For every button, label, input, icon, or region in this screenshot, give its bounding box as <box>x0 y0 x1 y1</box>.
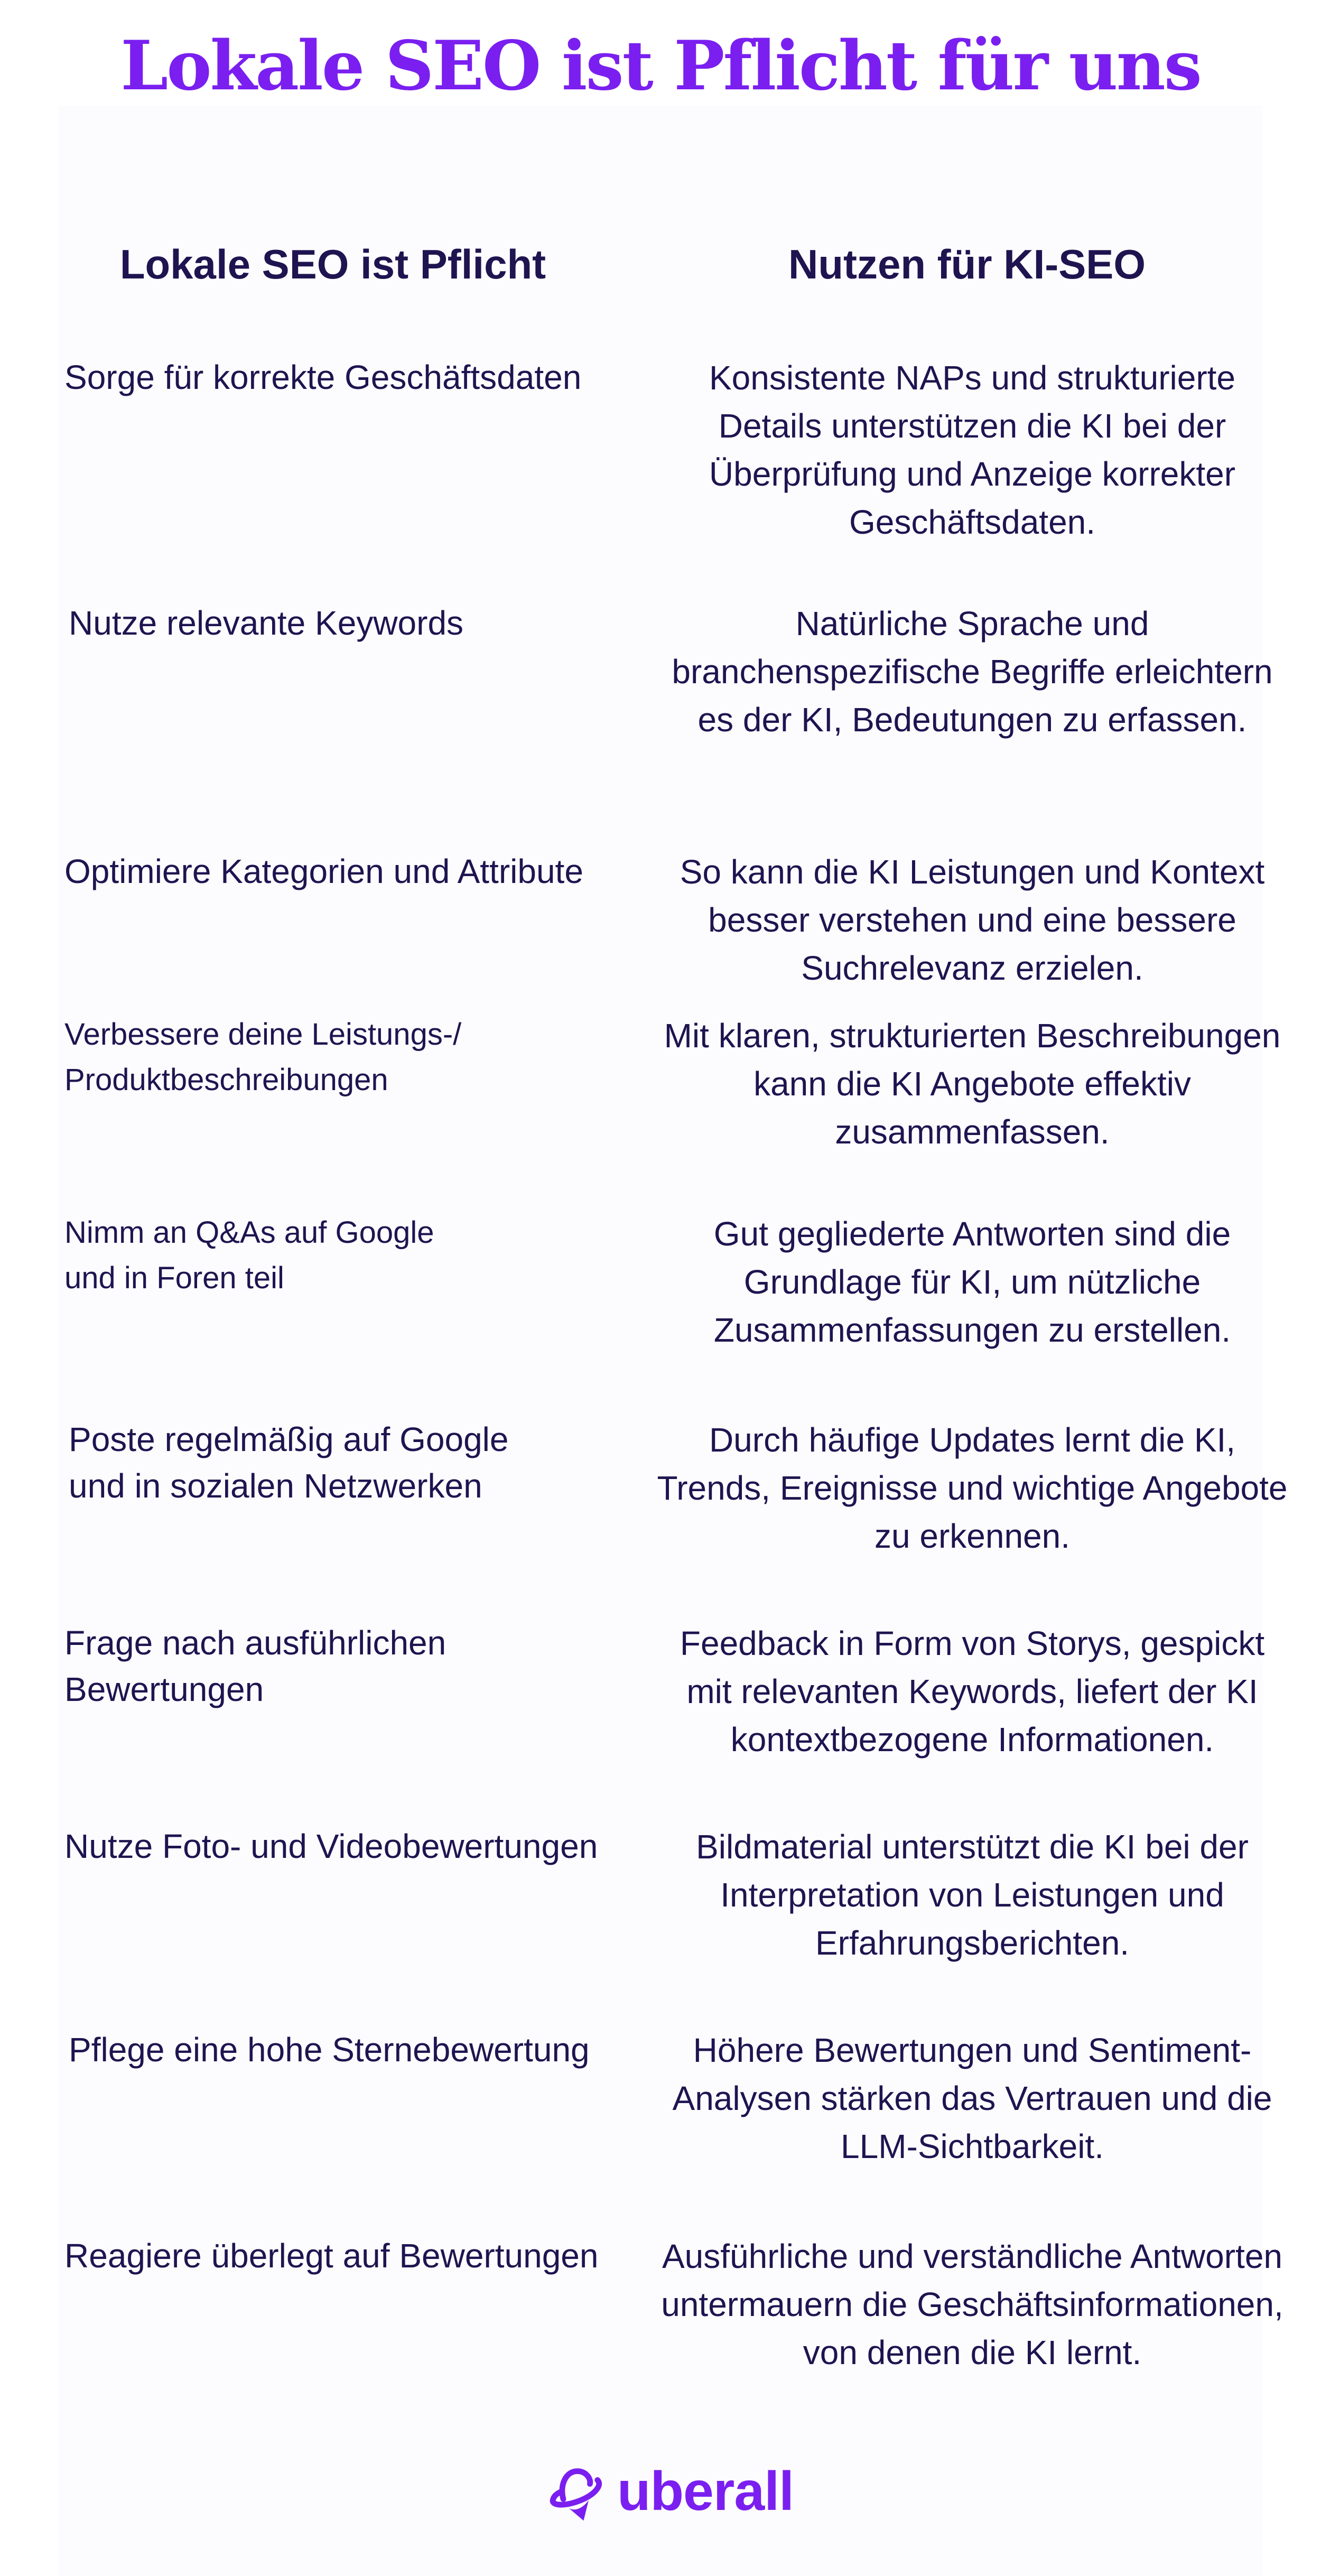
row-practice: Nimm an Q&As auf Google und in Foren teil <box>64 1215 434 1295</box>
row-practice: Poste regelmäßig auf Google und in sozialen Netzwerken <box>69 1420 509 1505</box>
row-benefit: Gut gegliederte Antworten sind die Grundlage für KI, um nützliche Zusammenfassungen zu erstellen. <box>713 1215 1231 1349</box>
page-title: Lokale SEO ist Pflicht für uns <box>120 26 1201 106</box>
row-practice: Sorge für korrekte Geschäftsdaten <box>64 358 582 396</box>
row-practice: Pflege eine hohe Sternebewertung <box>69 2031 590 2069</box>
row-benefit: Bildmaterial unterstützt die KI bei der Interpretation von Leistungen und Erfahrungsberichten. <box>696 1828 1249 1962</box>
planet-pin-icon <box>544 2460 608 2523</box>
row-benefit: Mit klaren, strukturierten Beschreibungen kann die KI Angebote effektiv zusammenfassen. <box>664 1017 1281 1151</box>
row-practice: Nutze Foto- und Videobewertungen <box>64 1827 598 1865</box>
row-practice: Nutze relevante Keywords <box>69 604 464 642</box>
row-practice: Optimiere Kategorien und Attribute <box>64 852 583 890</box>
row-benefit: Ausführliche und verständliche Antworten untermauern die Geschäftsinformationen, von denen die KI lernt. <box>661 2237 1283 2372</box>
row-practice: Verbessere deine Leistungs-/ Produktbeschreibungen <box>64 1017 462 1097</box>
column-header-right: Nutzen für KI-SEO <box>788 241 1146 287</box>
column-header-left: Lokale SEO ist Pflicht <box>119 241 546 287</box>
row-benefit: Natürliche Sprache und branchenspezifische Begriffe erleichtern es der KI, Bedeutungen zu erfassen. <box>672 605 1273 739</box>
row-benefit: Konsistente NAPs und strukturierte Details unterstützen die KI bei der Überprüfung und Anzeige korrekter Geschäftsdaten. <box>709 359 1236 541</box>
row-benefit: Höhere Bewertungen und Sentiment-Analysen stärken das Vertrauen und die LLM-Sichtbarkeit. <box>672 2031 1272 2165</box>
row-benefit: So kann die KI Leistungen und Kontext besser verstehen und eine bessere Suchrelevanz erzielen. <box>680 853 1265 987</box>
logo-wordmark: uberall <box>617 2460 794 2522</box>
row-practice: Reagiere überlegt auf Bewertungen <box>64 2237 599 2275</box>
row-benefit: Feedback in Form von Storys, gespickt mit relevanten Keywords, liefert der KI kontextbezogene Informationen. <box>680 1624 1265 1759</box>
row-practice: Frage nach ausführlichen Bewertungen <box>64 1624 446 1708</box>
uberall-logo <box>544 2460 794 2523</box>
row-benefit: Durch häufige Updates lernt die KI, Trends, Ereignisse und wichtige Angebote zu erkennen. <box>657 1421 1288 1555</box>
